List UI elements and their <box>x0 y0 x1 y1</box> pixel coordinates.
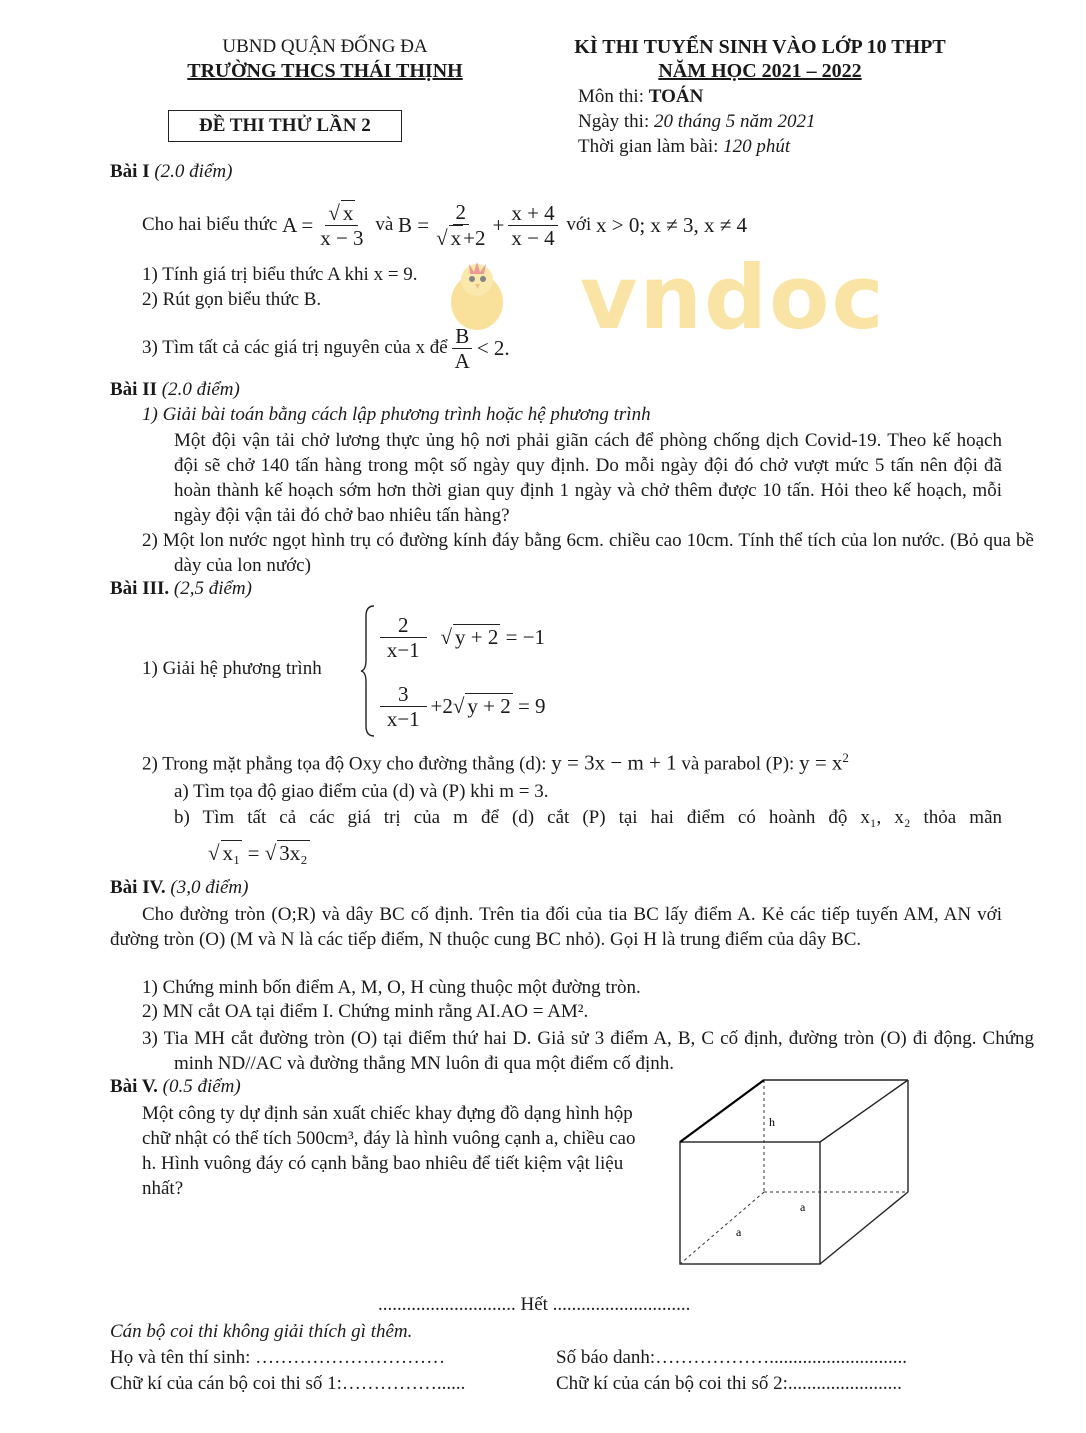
bai2-q1-heading: 1) Giải bài toán bằng cách lập phương trình hoặc hệ phương trình <box>142 404 651 425</box>
bai1-expressions: Cho hai biểu thức A = $\frac{√ x}{x - 3}$ và B = $\frac{2}{√ x+2}$ + $\frac{x + 4}{x - 4}$ với x > 0; x ≠ 3, x ≠ 4 <box>142 200 747 250</box>
bai3-qb: b) Tìm tất cả các giá trị của m để (d) cắt (P) tại hai điểm có hoành độ x₁, x₂ thỏa mãn <box>174 807 1002 828</box>
bai3-qa: a) Tìm tọa độ giao điểm của (d) và (P) khi m = 3. <box>174 781 549 802</box>
bai4-intro: Cho đường tròn (O;R) và dây BC cố định. Trên tia đối của tia BC lấy điểm A. Kẻ các tiếp tuyến AM, AN với đường tròn (O) (M và N là các tiếp điểm, N thuộc cung BC nhỏ). Gọi H là trung điểm của dây BC. <box>110 904 1002 950</box>
label-h: h <box>769 1115 775 1129</box>
fraction-b-over-a: $\frac{B}{A}$ <box>452 324 473 373</box>
bai5-heading: Bài V. (0.5 điểm) <box>110 1076 241 1097</box>
box-diagram <box>676 1076 912 1268</box>
system-eq2: $\frac{3}{x-1}$ +2 √ y + 2 = 9 <box>376 675 546 737</box>
bai4-q2: 2) MN cắt OA tại điểm I. Chứng minh rằng AI.AO = AM². <box>142 1001 589 1022</box>
bai1-q3: 3) Tìm tất cả các giá trị nguyên của x để $\frac{B}{A}$ < 2. <box>142 323 510 373</box>
system-eq1: $\frac{2}{x-1}$ √ y + 2 = −1 <box>376 606 545 668</box>
bai2-q1-text: Một đội vận tải chở lương thực ủng hộ nơi phải giãn cách để phòng chống dịch Covid-19. Theo kế hoạch đội sẽ chở 140 tấn hàng trong một số ngày quy định. Do mỗi ngày đội đó chở vượt mức 5 tấn nên đội đã hoàn thành kế hoạch sớm hơn thời gian quy định 1 ngày và chở thêm được 10 tấn. Hỏi theo kế hoạch, mỗi ngày đội vận tải đó chở bao nhiêu tấn hàng? <box>174 430 1002 526</box>
bai1-q2: 2) Rút gọn biểu thức B. <box>142 289 322 310</box>
bai1-q1: 1) Tính giá trị biểu thức A khi x = 9. <box>142 264 418 285</box>
school-name: TRƯỜNG THCS THÁI THỊNH <box>187 60 463 82</box>
duration-line: Thời gian làm bài: 120 phút <box>578 136 791 157</box>
fraction-b2: $\frac{x + 4}{x - 4}$ <box>508 201 557 250</box>
label-a-2: a <box>736 1225 742 1239</box>
bai4-q1: 1) Chứng minh bốn điểm A, M, O, H cùng thuộc một đường tròn. <box>142 977 641 998</box>
district-name: UBND QUẬN ĐỐNG ĐA <box>222 36 428 57</box>
date-line: Ngày thi: 20 tháng 5 năm 2021 <box>578 111 816 132</box>
bai3-qb-condition: √ x₁ = √ 3x₂ <box>208 841 308 865</box>
bai3-heading: Bài III. (2,5 điểm) <box>110 578 252 599</box>
system-brace <box>360 604 376 738</box>
bai4-heading: Bài IV. (3,0 điểm) <box>110 877 249 898</box>
fraction-a: $\frac{√ x}{x - 3}$ <box>320 201 364 250</box>
bai3-q1: 1) Giải hệ phương trình <box>142 658 322 679</box>
proctor1-signature-line: Chữ kí của cán bộ coi thi số 1:……………...... <box>110 1373 466 1394</box>
bai2-heading: Bài II (2.0 điểm) <box>110 379 240 400</box>
fraction-b1: $\frac{2}{√ x+2}$ <box>436 200 486 250</box>
exam-label-box: ĐỀ THI THỬ LẦN 2 <box>168 110 402 142</box>
bai2-q2: 2) Một lon nước ngọt hình trụ có đường kính đáy bằng 6cm. chiều cao 10cm. Tính thể tích của lon nước. (Bỏ qua bề dày của lon nước) <box>142 530 1034 576</box>
end-marker: ............................. Hết ............................. <box>378 1294 691 1315</box>
bai3-q2: 2) Trong mặt phẳng tọa độ Oxy cho đường thẳng (d): y = 3x − m + 1 và parabol (P): $y = x^2$ <box>142 750 849 775</box>
subject-line: Môn thi: TOÁN <box>578 86 704 107</box>
proctor2-signature-line: Chữ kí của cán bộ coi thi số 2:........................ <box>556 1373 902 1394</box>
candidate-name-line: Họ và tên thí sinh: ………………………… <box>110 1347 446 1368</box>
bai1-heading: Bài I (2.0 điểm) <box>110 161 233 182</box>
bai5-text: Một công ty dự định sản xuất chiếc khay đựng đồ dạng hình hộp chữ nhật có thể tích 500cm³, đáy là hình vuông cạnh a, chiều cao h. Hình vuông đáy có cạnh bằng bao nhiêu để tiết kiệm vật liệu nhất? <box>142 1103 636 1199</box>
school-year: NĂM HỌC 2021 – 2022 <box>658 60 862 82</box>
vndoc-watermark: vndoc <box>580 246 886 349</box>
exam-title: KÌ THI TUYỂN SINH VÀO LỚP 10 THPT <box>574 36 946 58</box>
bai4-q3: 3) Tia MH cắt đường tròn (O) tại điểm thứ hai D. Giả sử 3 điểm A, B, C cố định, đường tròn (O) đi động. Chứng minh ND//AC và đường thẳng MN luôn đi qua một điểm cố định. <box>142 1028 1034 1074</box>
proctor-note: Cán bộ coi thi không giải thích gì thêm. <box>110 1321 413 1342</box>
label-a-1: a <box>800 1200 806 1214</box>
candidate-number-line: Số báo danh:………………............................. <box>556 1347 907 1368</box>
